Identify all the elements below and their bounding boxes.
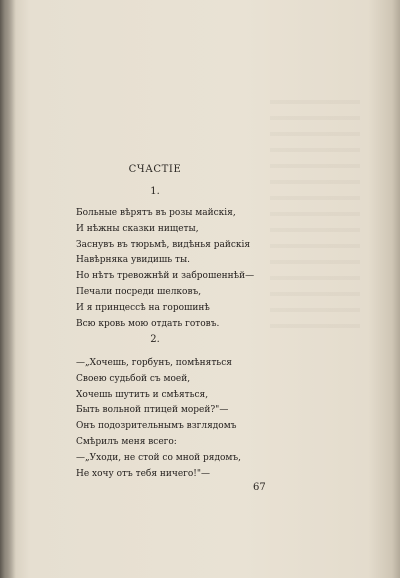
poem-line: Навѣрняка увидишь ты. [76,255,191,266]
poem-line: Своею судьбой съ моей, [76,373,191,384]
poem-line: —„Уходи, не стой со мной рядомъ, [76,452,241,463]
book-gutter [0,0,16,578]
section-number-2: 2. [150,334,160,345]
poem-line: Всю кровь мою отдать готовъ. [76,318,220,329]
poem-line: Печали посреди шелковъ, [76,286,202,297]
page-number: 67 [253,482,266,493]
poem-line: Заснувъ въ тюрьмѣ, видѣнья райскія [76,239,251,250]
poem-line: Но нѣтъ тревожнѣй и заброшеннѣй— [76,271,255,282]
poem-line: Хочешь шутить и смѣяться, [76,389,209,400]
poem-line: И нѣжны сказки нищеты, [76,223,199,234]
poem-line: И я принцессѣ на горошинѣ [76,302,210,313]
poem-line: Быть вольной птицей морей?"— [76,405,229,416]
poem-line: Смѣрилъ меня всего: [76,436,177,447]
poem-line: Больные вѣрятъ въ розы майскія, [76,208,236,218]
show-through-texture [270,100,360,340]
poem-line: Онъ подозрительнымъ взглядомъ [76,421,237,432]
poem-line: Не хочу отъ тебя ничего!"— [76,468,211,479]
stanza-1 [76,206,254,332]
stanza-2 [76,356,241,482]
poem-line: —„Хочешь, горбунъ, помѣняться [76,358,232,368]
poem-title: СЧАСТІЕ [128,164,182,175]
section-number-1: 1. [150,186,160,197]
